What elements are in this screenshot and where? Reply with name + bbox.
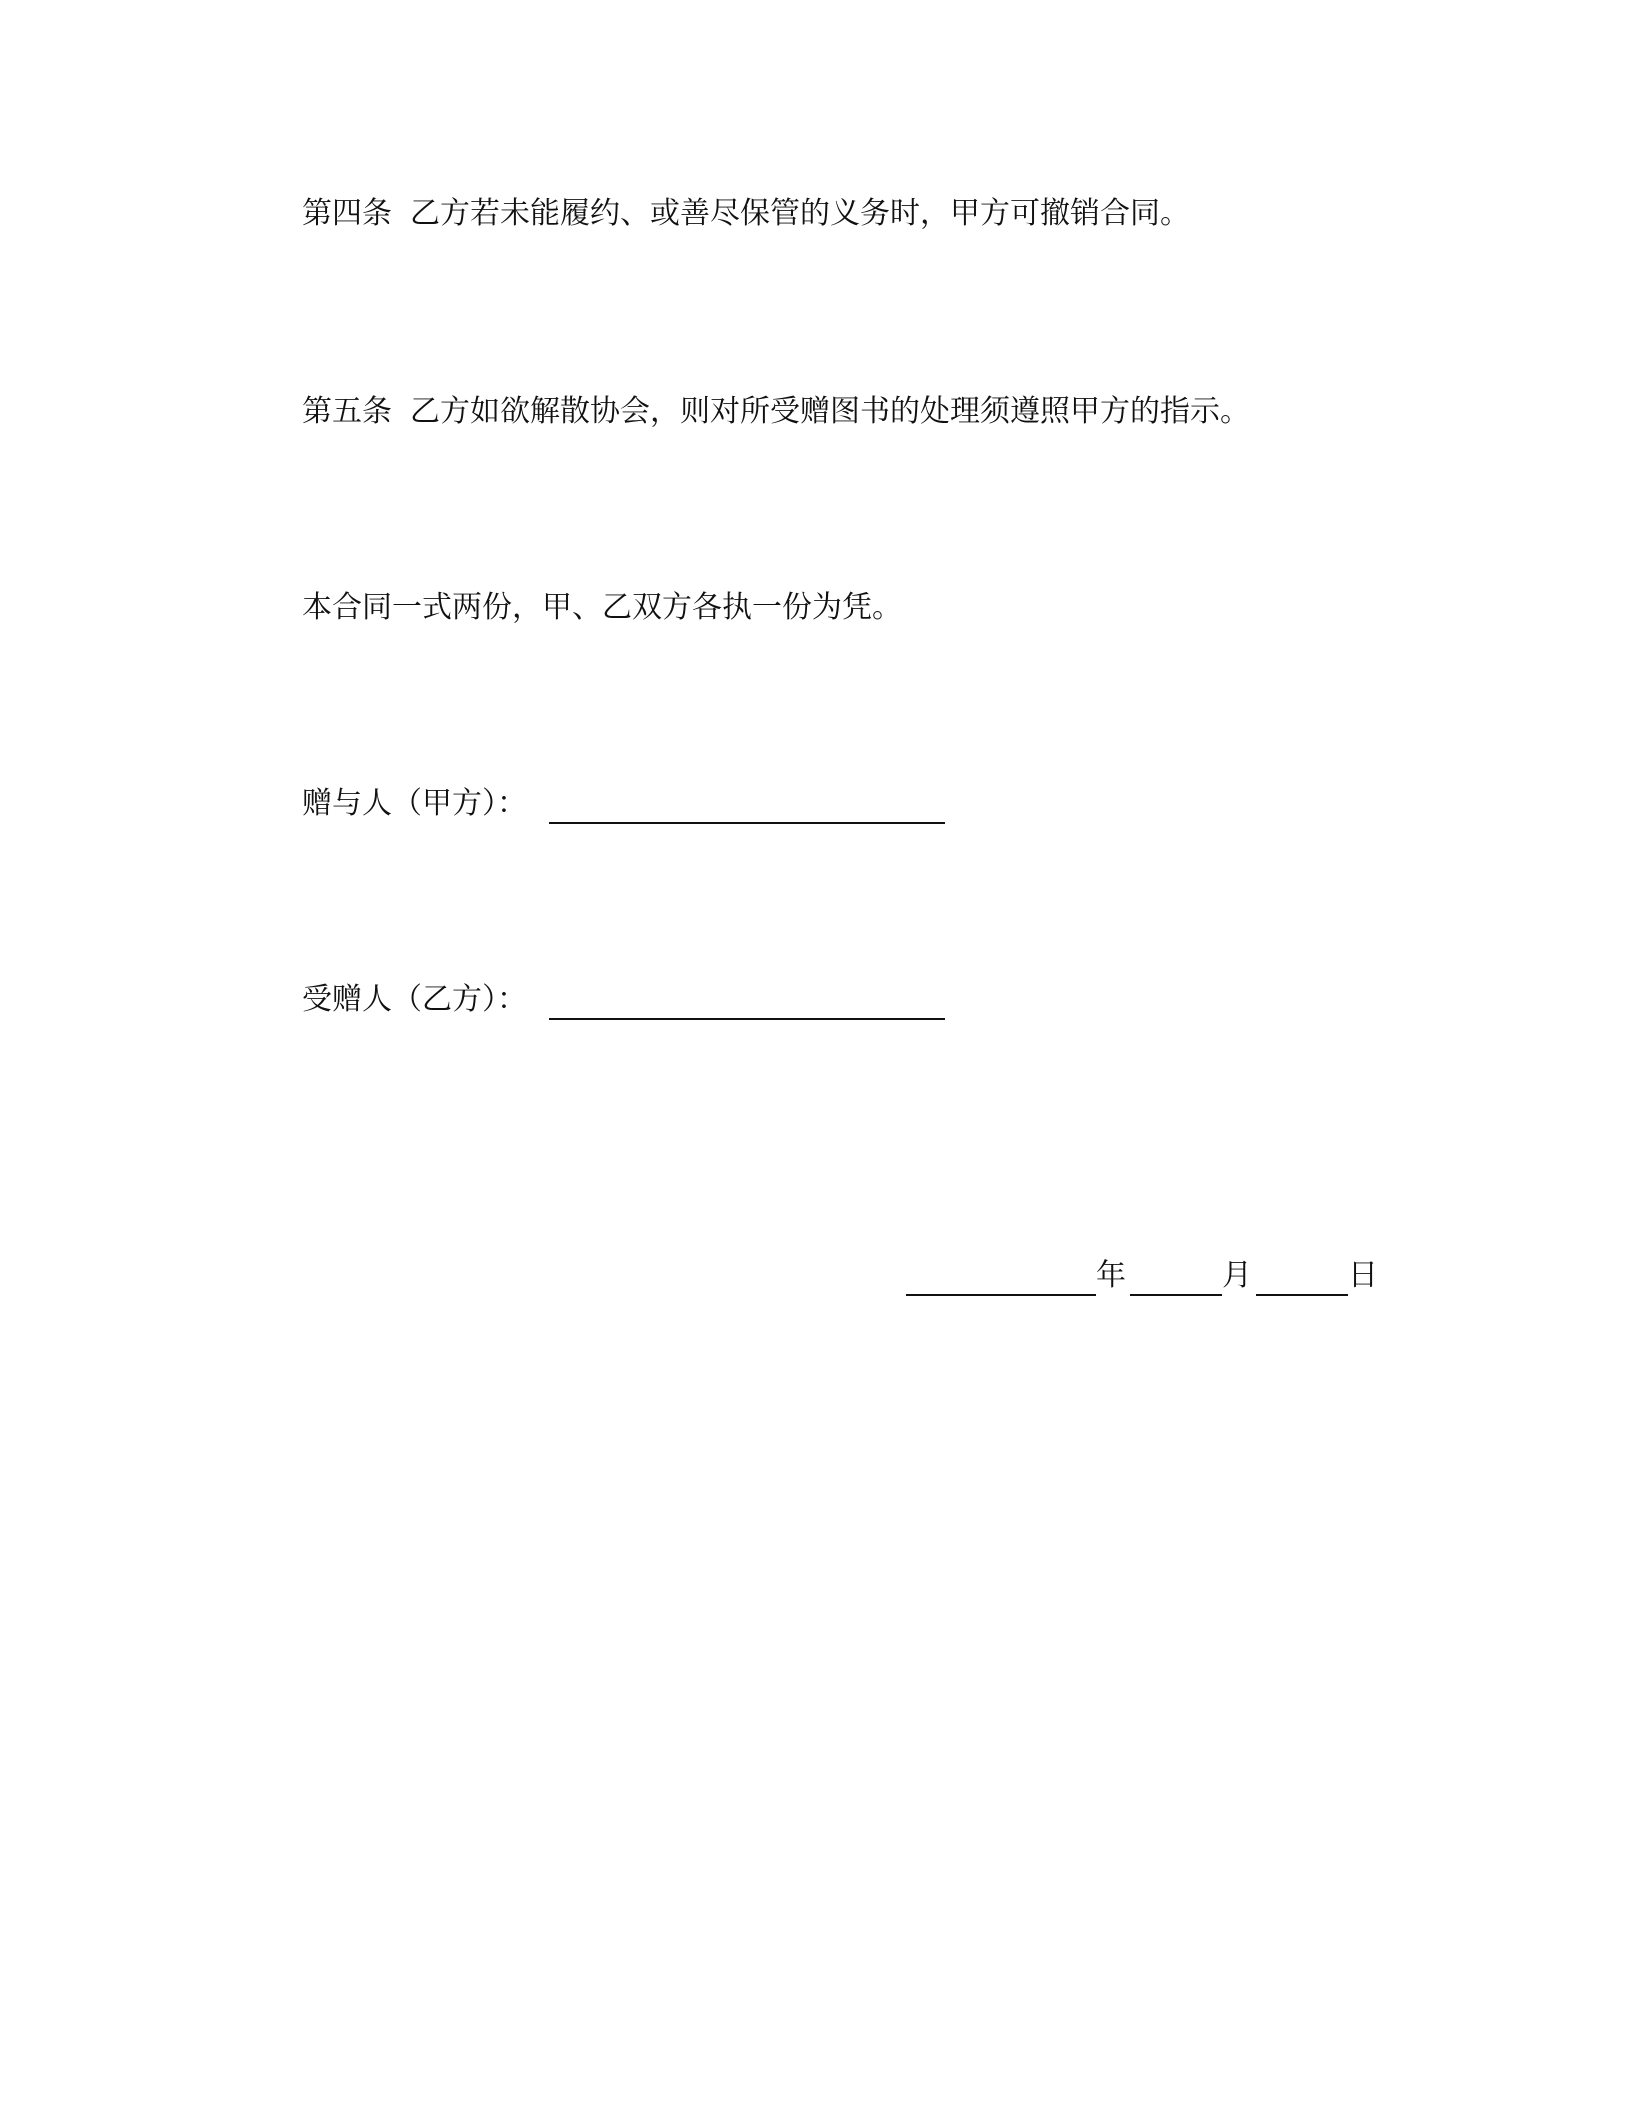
donor-signature-line[interactable] (549, 786, 945, 824)
clause-5 (302, 392, 1250, 432)
recipient-label: 受赠人（乙方）： (302, 982, 527, 1017)
month-label: 月 (1222, 1258, 1252, 1293)
donor-label: 赠与人（甲方）： (302, 786, 527, 821)
day-label: 日 (1348, 1258, 1378, 1293)
clause-4-number: 第四条 (302, 196, 392, 231)
clause-4-text: 乙方若未能履约、或善尽保管的义务时，甲方可撤销合同。 (410, 196, 1190, 231)
clause-5-text: 乙方如欲解散协会，则对所受赠图书的处理须遵照甲方的指示。 (410, 394, 1250, 429)
clause-5-number: 第五条 (302, 394, 392, 429)
month-blank-line[interactable] (1130, 1258, 1222, 1296)
year-label: 年 (1096, 1258, 1126, 1293)
recipient-signature-row (302, 980, 945, 1020)
donor-signature-row (302, 784, 945, 824)
day-blank-line[interactable] (1256, 1258, 1348, 1296)
closing-note: 本合同一式两份，甲、乙双方各执一份为凭。 (302, 590, 902, 625)
date-row (906, 1256, 1378, 1296)
clause-4 (302, 194, 1190, 234)
year-blank-line[interactable] (906, 1258, 1096, 1296)
recipient-signature-line[interactable] (549, 982, 945, 1020)
